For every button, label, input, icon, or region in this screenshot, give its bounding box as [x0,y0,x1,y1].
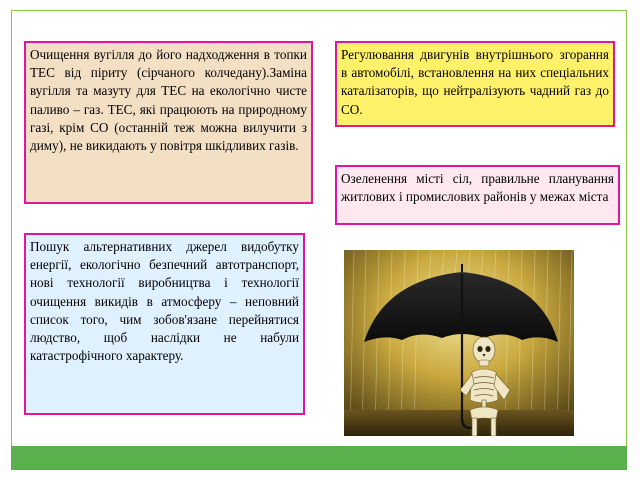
text-box-coal-cleaning: Очищення вугілля до його надходження в топки ТЕС від піриту (сірчаного колчедану).Заміна вугілля та мазуту для ТЕС на екологічно чисте паливо – газ. ТЕС, які працюють на природному газі, крім СО (останній теж можна вилучити з диму), не викидають у повітря шкідливих газів. [24,41,313,204]
text-box-greening: Озеленення місті сіл, правильне планування житлових і промислових районів у межах міста [335,165,620,225]
text-box-engine-regulation: Регулювання двигунів внутрішнього згорання в автомобілі, встановлення на них спеціальних каталізаторів, що нейтралізують чадний газ до СО. [335,41,615,127]
skeleton-umbrella-image [344,250,574,436]
text-box-alternative-energy: Пошук альтернативних джерел видобутку енергії, екологічно безпечний автотранспорт, нові технології виробництва і технології очищення викидів в атмосферу – неповний список того, чим зобов'язане перейнятися людство, щоб наслідки не набули катастрофічного характеру. [24,233,305,415]
footer-bar [11,446,627,470]
